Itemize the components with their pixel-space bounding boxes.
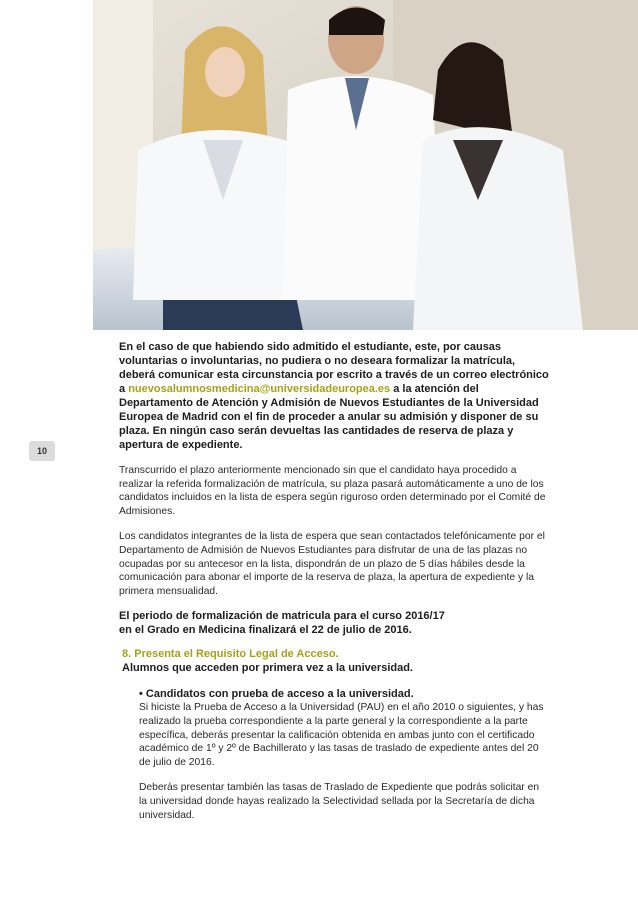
hero-photo <box>93 0 638 330</box>
section-subtitle: Alumnos que acceden por primera vez a la universidad. <box>122 662 413 675</box>
main-content <box>119 340 549 822</box>
intro-text-start: En el caso de que habiendo sido admitido el estudiante, este, por causas voluntarias o involuntarias, no pudiera o no deseara formalizar la matrícula, deberá comunicar esta circunstancia por escrito a través de un correo electrónico a <box>119 341 549 395</box>
page-number-badge: 10 <box>29 441 55 461</box>
enrollment-deadline <box>119 609 549 637</box>
intro-paragraph <box>119 340 549 452</box>
bullet-heading: • Candidatos con prueba de acceso a la universidad. <box>139 688 414 701</box>
bullet-body: Si hiciste la Prueba de Acceso a la Universidad (PAU) en el año 2010 o siguientes, y has realizado la prueba correspondiente a la parte general y la correspondiente a la parte específica, deberás presentar la calificación obtenida en ambas junto con el certificado académico de 1º y 2º de Bachillerato y las tasas de traslado de expediente antes del 20 de julio de 2016. <box>139 702 544 768</box>
students-illustration <box>93 0 638 330</box>
bullet-body-2: Deberás presentar también las tasas de Traslado de Expediente que podrás solicitar en la universidad donde hayas realizado la Selectividad sellada por la Secretaría de dicha universidad. <box>139 782 540 821</box>
waitlist-contact-paragraph: Los candidatos integrantes de la lista de espera que sean contactados telefónicamente por el Departamento de Admisión de Nuevos Estudiantes para disfrutar de una de las plazas no ocupadas por su antecesor en la lista, dispondrán de un plazo de 5 días hábiles desde la comunicación para abonar el importe de la reserva de plaza, la apertura de expediente y la primera mensualidad. <box>119 531 545 597</box>
deadline-line-1: El periodo de formalización de matricula para el curso 2016/17 <box>119 610 445 623</box>
admissions-email-link[interactable]: nuevosalumnosmedicina@universidadeuropea.es <box>128 383 391 395</box>
intro-text-end: a la atención del Departamento de Atención y Admisión de Nuevos Estudiantes de la Universidad Europea de Madrid con el fin de proceder a anular su admisión y disponer de su plaza. En ningún caso serán devueltas las cantidades de reserva de plaza y apertura de expediente. <box>119 383 539 451</box>
section-title: 8. Presenta el Requisito Legal de Acceso. <box>122 648 339 661</box>
deadline-line-2: en el Grado en Medicina finalizará el 22 de julio de 2016. <box>119 624 412 637</box>
waitlist-paragraph: Transcurrido el plazo anteriormente mencionado sin que el candidato haya procedido a realizar la referida formalización de matrícula, su plaza pasará automáticamente a uno de los candidatos incluidos en la lista de espera según riguroso orden determinado por el Comité de Admisiones. <box>119 465 546 517</box>
